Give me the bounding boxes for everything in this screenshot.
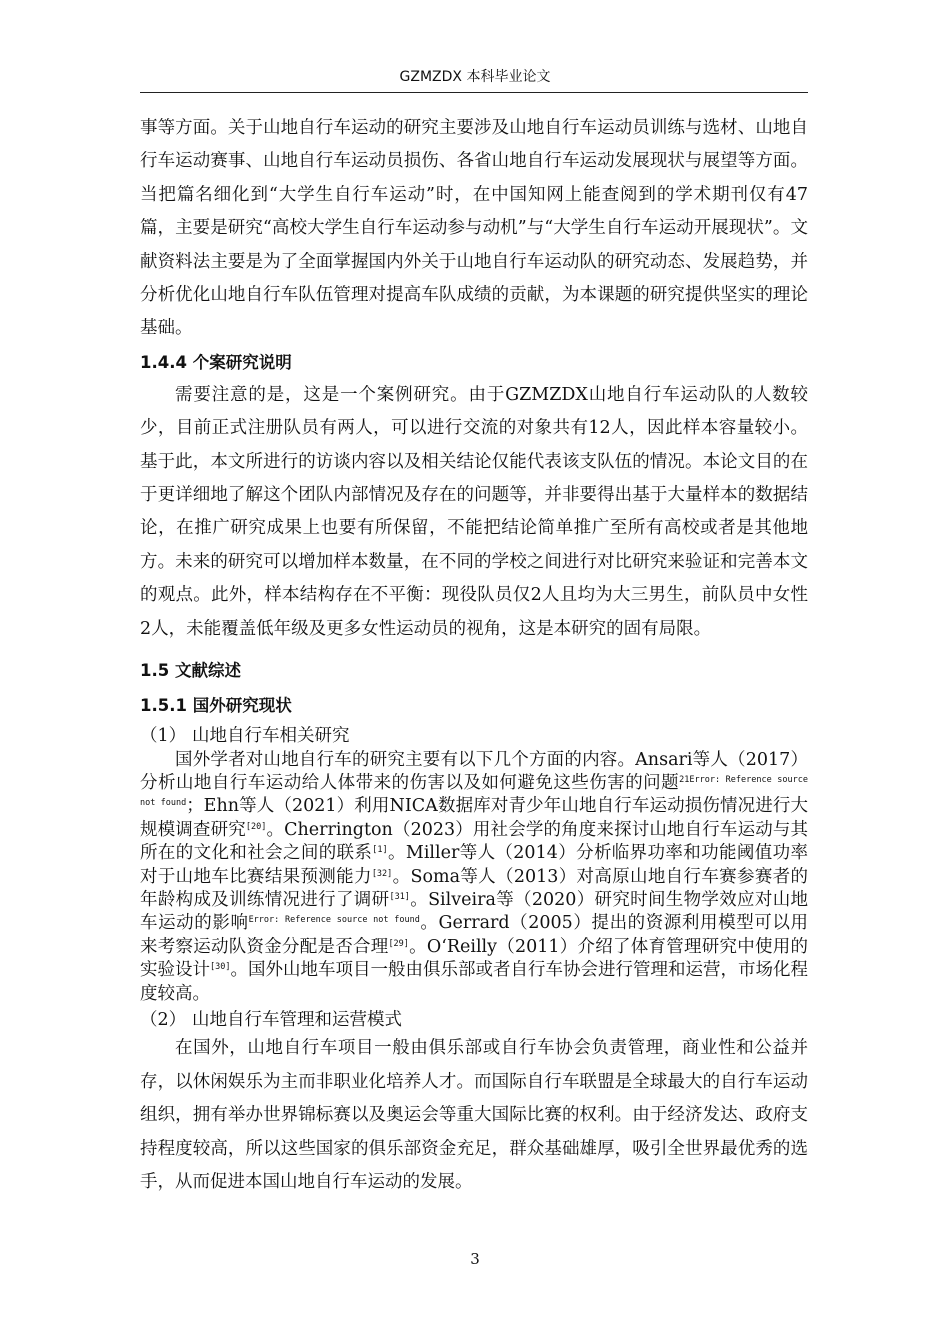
list-item-1-number: （1）	[140, 726, 187, 747]
continued-paragraph: 事等方面。关于山地自行车运动的研究主要涉及山地自行车运动员训练与选材、山地自行车运动赛事、山地自行车运动员损伤、各省山地自行车运动发展现状与展望等方面。当把篇名细化到“大学生自行车运动”时，在中国知网上能查阅到的学术期刊仅有47篇，主要是研究“高校大学生自行车运动参与动机”与“大学生自行车运动开展现状”。文献资料法主要是为了全面掌握国内外关于山地自行车运动队的研究动态、发展趋势，并分析优化山地自行车队伍管理对提高车队成绩的贡献，为本课题的研究提供坚实的理论基础。	[140, 118, 808, 339]
section-heading-1-5: 1.5 文献综述	[140, 661, 241, 681]
list-item-1-title: 山地自行车相关研究	[192, 726, 350, 747]
list-item-2-title: 山地自行车管理和运营模式	[192, 1009, 402, 1030]
text-segment: 。Miller等人（2014）分析临界功率和功能阈值功率对于山地车比赛结果预测能力	[140, 843, 808, 887]
text-segment: 。Cherrington（2023）用社会学的角度来探讨山地自行车运动与其所在的文化和社会之间的联系	[140, 819, 809, 864]
header-rule	[140, 92, 808, 93]
text-segment: 国外学者对山地自行车的研究主要有以下几个方面的内容。Ansari等人（2017）分析山地自行车运动给人体带来的伤害以及如何避免这些伤害的问题	[140, 749, 808, 793]
foreign-research-paragraph	[140, 749, 808, 1006]
case-study-paragraph: 需要注意的是，这是一个案例研究。由于GZMZDX山地自行车运动队的人数较少，目前正式注册队员有两人，可以进行交流的对象共有12人，因此样本容量较小。基于此，本文所进行的访谈内容以及相关结论仅能代表该支队伍的情况。本论文目的在于更详细地了解这个团队内部情况及存在的问题等，并非要得出基于大量样本的数据结论，在推广研究成果上也要有所保留，不能把结论简单推广至所有高校或者是其他地方。未来的研究可以增加样本数量，在不同的学校之间进行对比研究来验证和完善本文的观点。此外，样本结构存在不平衡：现役队员仅2人且均为大三男生，前队员中女性2人，未能覆盖低年级及更多女性运动员的视角，这是本研究的固有局限。	[140, 384, 808, 639]
text-segment: 。Gerrard（2005）提出的资源利用模型可以用来考察运动队资金分配是否合理	[140, 913, 808, 957]
citation: [31]	[389, 891, 410, 902]
management-model-paragraph: 在国外，山地自行车项目一般由俱乐部或自行车协会负责管理，商业性和公益并存，以休闲娱乐为主而非职业化培养人才。而国际自行车联盟是全球最大的自行车运动组织，拥有举办世界锦标赛以及奥运会等重大国际比赛的权利。由于经济发达、政府支持程度较高，所以这些国家的俱乐部资金充足，群众基础雄厚，吸引全世界最优秀的选手，从而促进本国山地自行车运动的发展。	[140, 1038, 808, 1192]
list-item-2-heading	[140, 1009, 808, 1032]
text-segment: 。O‘Reilly（2011）介绍了体育管理研究中使用的实验设计	[140, 936, 808, 981]
citation: [32]	[371, 868, 393, 879]
text-segment: 。Silveira等（2020）研究时间生物学效应对山地车运动的影响	[140, 889, 809, 934]
page-number: 3	[470, 1250, 480, 1268]
list-item-2-number: （2）	[140, 1009, 187, 1030]
citation: [20]	[245, 821, 267, 832]
citation: [30]	[210, 962, 231, 973]
text-segment: ；Ehn等人（2021）利用NICA数据库对青少年山地自行车运动损伤情况进行大规模调查研究	[140, 796, 808, 840]
text-segment: 。国外山地车项目一般由俱乐部或者自行车协会进行管理和运营，市场化程度较高。	[140, 960, 809, 1004]
list-item-1-heading	[140, 725, 808, 748]
citation: [1]	[372, 845, 388, 856]
citation-error: 21Error: Reference source not found	[140, 774, 809, 809]
document-body	[140, 112, 808, 1199]
running-header: GZMZDX 本科毕业论文	[399, 69, 551, 85]
citation: [29]	[388, 938, 409, 949]
section-heading-1-4-4: 1.4.4 个案研究说明	[140, 352, 292, 372]
citation-error: Error: Reference source not found	[248, 915, 420, 926]
text-segment: 。Soma等人（2013）对高原山地自行车赛参赛者的年龄构成及训练情况进行了调研	[140, 866, 809, 910]
section-heading-1-5-1: 1.5.1 国外研究现状	[140, 696, 292, 716]
